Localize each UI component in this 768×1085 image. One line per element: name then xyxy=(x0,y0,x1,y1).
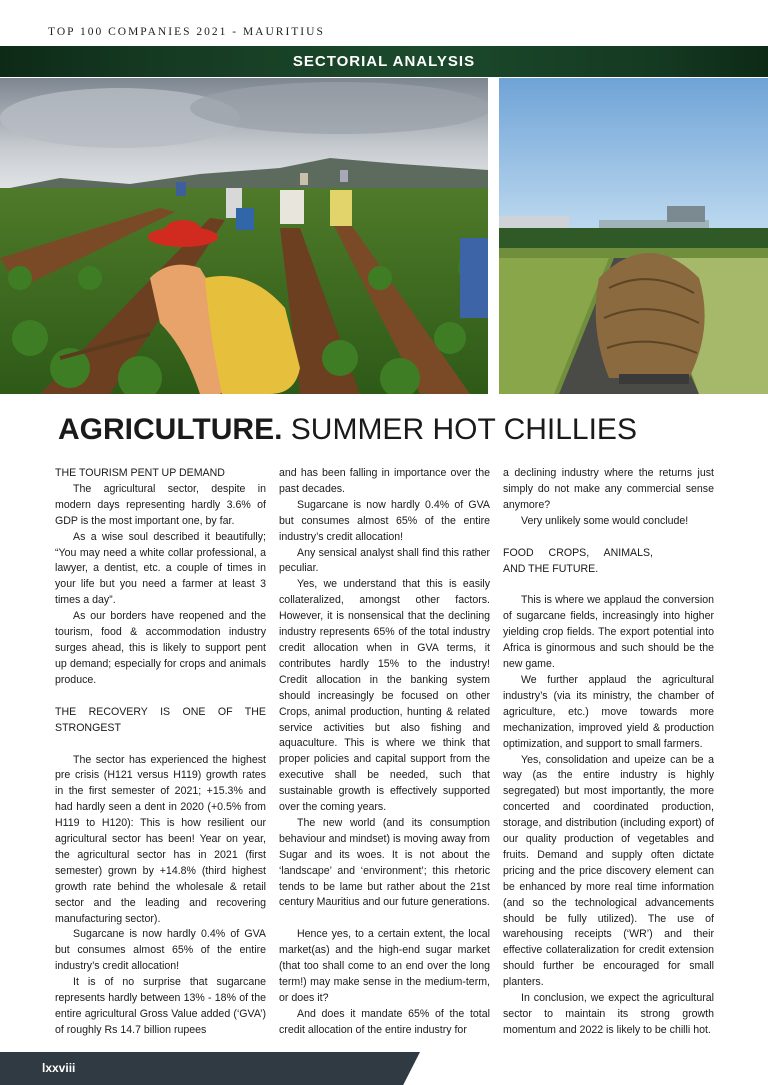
paragraph: Any sensical analyst shall find this rather peculiar. xyxy=(279,546,490,575)
paragraph: Yes, we understand that this is easily collateralized, amongst other factors. However, it is nonsensical that the declining industry represents 65% of the total industry credit allocation when in GVA terms, it contributes hardly 15% to the industry! Credit allocation in the banking system should increasingly be focused on other Crops, animal production, hunting & related service activities but also fishing and aquaculture. This is where we think that proper policies and capital support from the executive shall be needed, such that sustainable growth is effectively supported over the coming years. xyxy=(279,578,490,814)
section-banner xyxy=(0,46,768,77)
farm-workers-photo xyxy=(0,78,488,394)
paragraph: As our borders have reopened and the tourism, food & accommodation industry surges ahead, this is likely to support pent up demand; especially for crops and animals produce. xyxy=(55,610,266,686)
page-number: lxxviii xyxy=(42,1061,76,1075)
paragraph: Sugarcane is now hardly 0.4% of GVA but consumes almost 65% of the entire industry’s credit allocation! xyxy=(279,498,490,543)
paragraph: Yes, consolidation and upeize can be a way (as the entire industry is highly segregated) but most importantly, the more concerted and coordinated production, storage, and distribution (including export) of our quality production of vegetables and fruits. Demand and supply often dictate pricing and the price discovery element can be enhanced by more real time information (and so the technological advancements should be fully utilized). The use of warehousing receipts (‘WR’) and their effective collateralization for credit extension should further be encouraged for small planters. xyxy=(503,753,714,989)
paragraph: The agricultural sector, despite in modern days representing hardly 3.6% of GDP is the most important one, by far. xyxy=(55,482,266,527)
paragraph: And does it mandate 65% of the total credit allocation of the entire industry for xyxy=(279,1007,490,1036)
text-column-2 xyxy=(279,466,490,1039)
article-headline xyxy=(58,412,718,448)
paragraph: Sugarcane is now hardly 0.4% of GVA but consumes almost 65% of the entire industry’s credit allocation! xyxy=(55,928,266,973)
paragraph: It is of no surprise that sugarcane represents hardly between 13% - 18% of the entire agricultural Gross Value added (‘GVA’) of roughly Rs 14.7 billion rupees xyxy=(55,976,266,1036)
paragraph: The sector has experienced the highest pre crisis (H121 versus H119) growth rates in the first semester of 2021; +15.3% and had hardly seen a dent in 2020 (+0.5% from H119 to H120): This is how resilient our agricultural sector has been! Year on year, the agricultural sector has in 2021 (first semester) grown by +14.8% (third highest growth rate behind the wholesale & retail sector and the leading and recovering manufacturing sector). xyxy=(55,753,266,925)
section-banner-title: SECTORIAL ANALYSIS xyxy=(292,53,476,70)
paragraph: In conclusion, we expect the agricultural sector to maintain its strong growth momentum and 2022 is likely to be chilli hot. xyxy=(503,992,714,1036)
headline-bold: AGRICULTURE. xyxy=(58,413,283,446)
paragraph: Hence yes, to a certain extent, the local market(as) and the high-end sugar market (that too shall come to an end over the long term!) may make sense in the medium-term, or does it? xyxy=(279,928,490,1004)
subheading: THE RECOVERY IS ONE OF THE STRONGEST xyxy=(55,705,266,734)
paragraph: The new world (and its consumption behaviour and mindset) is moving away from Sugar and its woes. It is not about the ‘landscape’ and ‘environment’; this rhetoric tends to be lame but rather about the 21st century Mauritius and our future generations. xyxy=(279,816,490,909)
headline-light: SUMMER HOT CHILLIES xyxy=(290,413,637,446)
paragraph: and has been falling in importance over the past decades. xyxy=(279,467,490,495)
running-head: TOP 100 COMPANIES 2021 - MAURITIUS xyxy=(48,26,325,38)
paragraph: This is where we applaud the conversion of sugarcane fields, increasingly into higher yielding crop fields. The export potential into Africa is ginormous and such should be the new game. xyxy=(503,594,714,671)
paragraph: As a wise soul described it beautifully; “You may need a white collar professional, a lawyer, a dentist, etc. a couple of times in your life but you need a farmer at least 3 times a day”. xyxy=(55,530,266,607)
subheading: FOOD CROPS, ANIMALS, AND THE FUTURE. xyxy=(503,546,653,575)
paragraph: Very unlikely some would conclude! xyxy=(521,514,689,527)
paragraph: We further applaud the agricultural industry’s (via its ministry, the chamber of agriculture, etc.) move towards more mechanization, improved yield & production optimization, and support to small farmers. xyxy=(503,673,714,750)
text-column-1 xyxy=(55,466,266,1039)
paragraph: a declining industry where the returns just simply do not make any commercial sense anymore? xyxy=(503,467,714,511)
text-column-3 xyxy=(503,466,714,1039)
sugarcane-cart-photo xyxy=(499,78,768,394)
subheading: THE TOURISM PENT UP DEMAND xyxy=(55,467,225,479)
